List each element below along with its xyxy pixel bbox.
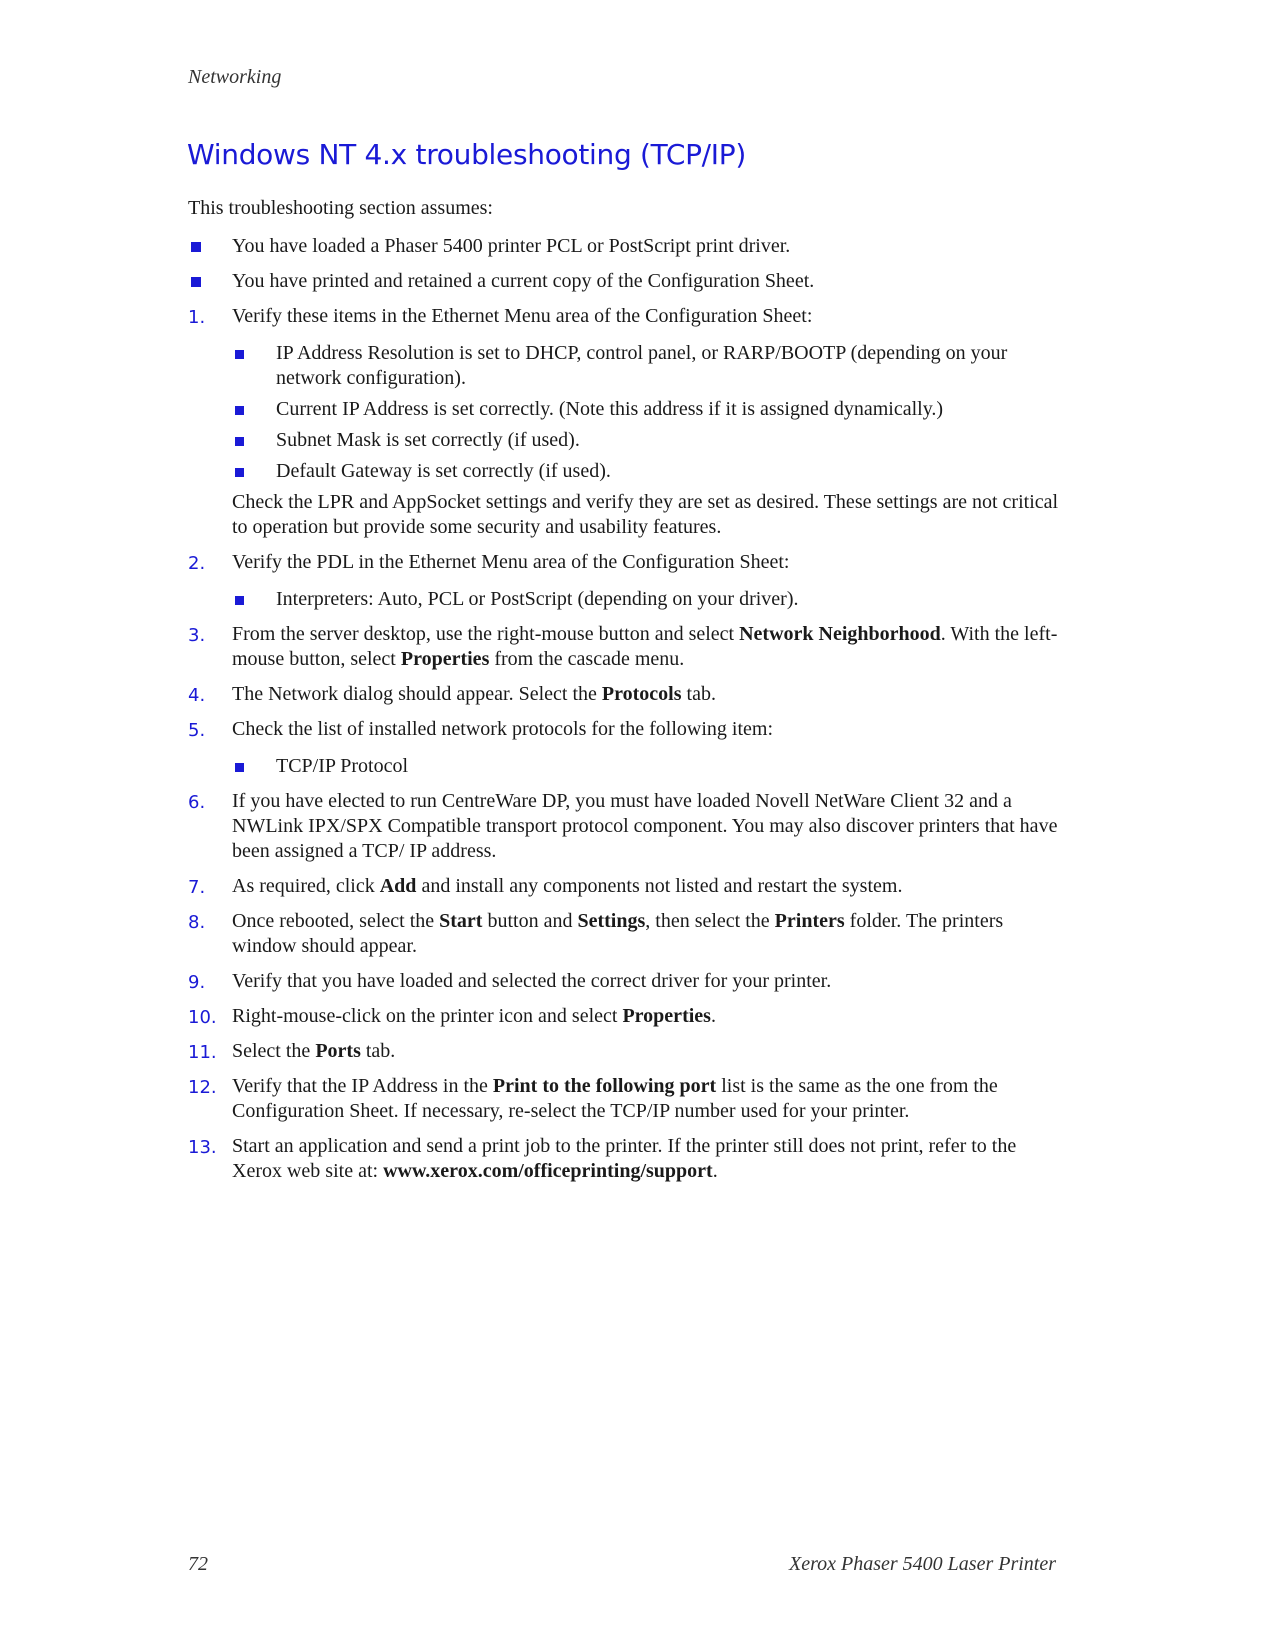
assumption-text: You have printed and retained a current copy of the Configuration Sheet. [232,270,815,292]
text-run: Verify the PDL in the Ethernet Menu area of the Configuration Sheet: [232,551,790,573]
step-text [232,1134,1068,1184]
sub-item-text: Subnet Mask is set correctly (if used). [276,429,580,451]
step-number: 1. [188,307,206,328]
step-number: 4. [188,685,206,706]
text-run: button and [482,910,578,932]
step-number: 7. [188,877,206,898]
square-bullet-icon [235,596,244,605]
sub-item [232,397,1068,422]
step-note: Check the LPR and AppSocket settings and verify they are set as desired. These settings are not critical to operation but provide some security and usability features. [232,491,1059,538]
step-number: 3. [188,625,206,646]
step-number: 11. [188,1042,217,1063]
sub-list [232,341,1068,484]
text-run: Verify that the IP Address in the [232,1075,493,1097]
text-run: , then select the [645,910,775,932]
bold-term: Settings [577,910,646,932]
sub-item [232,428,1068,453]
text-run: From the server desktop, use the right-mouse button and select [232,623,740,645]
sub-list [232,754,1068,779]
text-run: Verify that you have loaded and selected the correct driver for your printer. [232,970,832,992]
bold-term: Protocols [601,683,682,705]
running-header: Networking [188,66,282,88]
text-run: Select the [232,1040,316,1062]
sub-list [232,587,1068,612]
step-item [188,717,1068,779]
intro-text: This troubleshooting section assumes: [188,197,493,219]
text-run: If you have elected to run CentreWare DP, you must have loaded Novell NetWare Client 32 and a NWLink IPX/SPX Compatible transport protocol component. You may also discover printers that have been assigned a TCP/ IP address. [232,790,1058,862]
text-run: . [710,1005,716,1027]
step-text [232,717,1068,742]
text-run: The Network dialog should appear. Select the [232,683,602,705]
step-number: 2. [188,553,206,574]
step-text [232,682,1068,707]
step-item [188,682,1068,707]
assumption-list [188,234,1068,294]
text-run: As required, click [232,875,380,897]
text-run: tab. [360,1040,396,1062]
step-item [188,969,1068,994]
footer-product-name: Xerox Phaser 5400 Laser Printer [788,1553,1056,1575]
sub-item-text: IP Address Resolution is set to DHCP, control panel, or RARP/BOOTP (depending on your network configuration). [276,342,1008,389]
text-run: tab. [681,683,716,705]
text-run: and install any components not listed and restart the system. [416,875,903,897]
bold-term: Start [439,910,483,932]
step-item [188,909,1068,959]
step-number: 10. [188,1007,217,1028]
step-item [188,304,1068,540]
sub-item [232,459,1068,484]
bold-term: Print to the following port [492,1075,717,1097]
step-text [232,550,1068,575]
text-run: Right-mouse-click on the printer icon and select [232,1005,623,1027]
square-bullet-icon [235,350,244,359]
step-list [188,304,1068,1184]
square-bullet-icon [235,437,244,446]
bold-term: Network Neighborhood [739,623,941,645]
step-item [188,550,1068,612]
step-number: 8. [188,912,206,933]
step-item [188,622,1068,672]
text-run: Once rebooted, select the [232,910,440,932]
square-bullet-icon [191,242,201,252]
step-item [188,1074,1068,1124]
sub-item [232,341,1068,391]
step-item [188,1134,1068,1184]
step-number: 5. [188,720,206,741]
text-run: list is the same as the one from the Configuration Sheet. If necessary, re-select the TCP/IP number used for your printer. [232,1075,998,1122]
step-number: 12. [188,1077,217,1098]
step-item [188,1039,1068,1064]
sub-item [232,754,1068,779]
text-run: . With the left-mouse button, select [232,623,1058,670]
text-run: Verify these items in the Ethernet Menu area of the Configuration Sheet: [232,305,813,327]
sub-item-text: Interpreters: Auto, PCL or PostScript (depending on your driver). [276,588,799,610]
square-bullet-icon [235,406,244,415]
bold-term: Properties [622,1005,711,1027]
bold-term: Ports [315,1040,361,1062]
step-text [232,622,1068,672]
bold-term: Properties [400,648,490,670]
step-number: 13. [188,1137,217,1158]
assumption-item [188,269,1068,294]
square-bullet-icon [235,763,244,772]
step-text [232,874,1068,899]
step-text [232,909,1068,959]
text-run: . [712,1160,718,1182]
text-run: Start an application and send a print job to the printer. If the printer still does not print, refer to the Xerox web site at: [232,1135,1017,1182]
step-number: 9. [188,972,206,993]
sub-item-text: Current IP Address is set correctly. (Note this address if it is assigned dynamically.) [276,398,944,420]
page-content [188,196,1068,1194]
assumption-text: You have loaded a Phaser 5400 printer PCL or PostScript print driver. [232,235,791,257]
step-number: 6. [188,792,206,813]
page-number: 72 [188,1553,208,1575]
step-text [232,969,1068,994]
step-text [232,1039,1068,1064]
text-run: folder. The printers window should appear. [232,910,1004,957]
step-item [188,1004,1068,1029]
bold-term: Printers [774,910,845,932]
text-run: Check the list of installed network protocols for the following item: [232,718,774,740]
step-text [232,1004,1068,1029]
section-title: Windows NT 4.x troubleshooting (TCP/IP) [187,138,746,171]
square-bullet-icon [235,468,244,477]
bold-term: Add [379,875,417,897]
sub-item-text: Default Gateway is set correctly (if used). [276,460,611,482]
text-run: from the cascade menu. [489,648,685,670]
step-text [232,789,1068,864]
step-item [188,874,1068,899]
sub-item-text: TCP/IP Protocol [276,755,409,777]
assumption-item [188,234,1068,259]
step-item [188,789,1068,864]
sub-item [232,587,1068,612]
step-text [232,1074,1068,1124]
square-bullet-icon [191,277,201,287]
bold-term: www.xerox.com/officeprinting/support [383,1160,713,1182]
step-text [232,304,1068,329]
